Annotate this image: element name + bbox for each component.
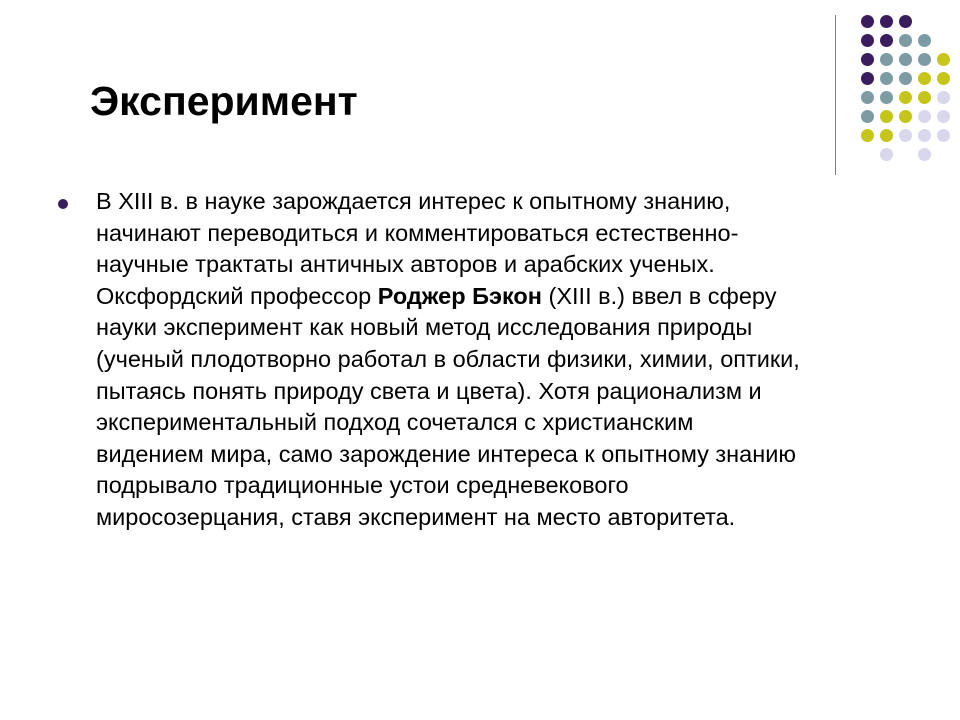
decorative-dot — [918, 34, 931, 47]
decorative-dot — [899, 110, 912, 123]
decorative-dot — [880, 72, 893, 85]
decorative-dot — [899, 15, 912, 28]
decorative-dot — [899, 34, 912, 47]
text-line: (ученый плодотворно работал в области физики, химии, оптики, — [96, 345, 800, 372]
decorative-dot — [880, 91, 893, 104]
decorative-dot — [899, 129, 912, 142]
decorative-dot — [880, 34, 893, 47]
decorative-dot — [918, 91, 931, 104]
decorative-dot — [880, 110, 893, 123]
text-line: видением мира, само зарождение интереса к опытному знанию — [96, 440, 796, 467]
text-line: начинают переводиться и комментироваться естественно- — [96, 219, 739, 246]
decorative-dot — [861, 53, 874, 66]
decorative-dot — [918, 110, 931, 123]
decorative-dot — [861, 129, 874, 142]
decorative-dot — [861, 110, 874, 123]
decorative-dot — [918, 72, 931, 85]
text-line — [96, 281, 896, 313]
decorative-dot — [937, 53, 950, 66]
vertical-divider — [835, 15, 836, 175]
decorative-dot — [937, 129, 950, 142]
decorative-dot — [918, 148, 931, 161]
text-line: пытаясь понять природу света и цвета). Хотя рационализм и — [96, 377, 762, 404]
text-line: подрывало традиционные устои средневекового — [96, 472, 629, 499]
decorative-dot — [918, 129, 931, 142]
text-line: науки эксперимент как новый метод исследования природы — [96, 314, 753, 341]
text-span: (XIII в.) ввел в сферу — [541, 282, 777, 309]
decorative-dot — [918, 53, 931, 66]
slide-title: Эксперимент — [90, 78, 358, 124]
bullet-dot-icon — [58, 199, 68, 209]
decorative-dot — [899, 53, 912, 66]
decorative-dot — [880, 53, 893, 66]
text-line: экспериментальный подход сочетался с христианским — [96, 409, 694, 436]
decorative-dot — [861, 91, 874, 104]
decorative-dot — [880, 129, 893, 142]
decorative-dot — [937, 91, 950, 104]
person-name: Роджер Бэкон — [377, 282, 542, 309]
decorative-dot — [899, 72, 912, 85]
text-line: В XIII в. в науке зарождается интерес к опытному знанию, — [96, 188, 731, 214]
decorative-dot — [880, 15, 893, 28]
text-line: научные трактаты античных авторов и арабских ученых. — [96, 251, 715, 278]
decorative-dot — [880, 148, 893, 161]
bullet-text — [96, 186, 896, 534]
decorative-dot — [899, 91, 912, 104]
decorative-dot — [937, 110, 950, 123]
decorative-dot — [861, 15, 874, 28]
text-line: миросозерцания, ставя эксперимент на место авторитета. — [96, 503, 736, 530]
decorative-dot — [937, 72, 950, 85]
decorative-dot — [861, 72, 874, 85]
decorative-dot — [861, 34, 874, 47]
text-span: Оксфордский профессор — [96, 282, 378, 309]
